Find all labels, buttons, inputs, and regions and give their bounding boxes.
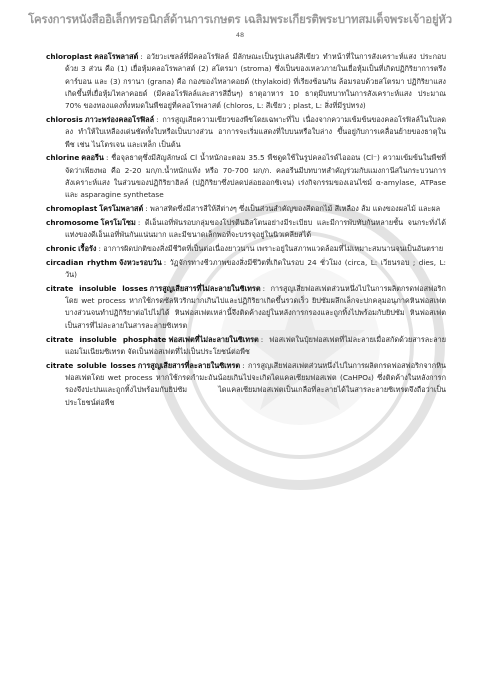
entry-thai-term: ภาวะพร่องคลอโรฟิลล์ xyxy=(84,114,155,124)
entry-thai-term: โครโมพลาสต์ xyxy=(99,204,144,214)
entry-term: chloroplast xyxy=(46,52,93,61)
page-number: 48 xyxy=(235,31,245,39)
entry-definition: : การสูญเสียความเขียวของพืชโดยเฉพาะที่ใบ เนื่องจากความเข้มข้นของคลอโรฟิลล์ในใบลดลง ทำให้ใบเหลืองเด่นชัดทั้งใบหรือเป็นบางส่วน อาการจะเริ่มแสดงที่ใบบนหรือใบล่าง ขึ้นอยู่กับการเคลื่อนย้ายของธาตุในพืช เช่น ไนโตรเจน และเหล็ก เป็นต้น xyxy=(65,114,446,149)
entry-chromoplast xyxy=(46,203,446,215)
entry-chronic xyxy=(46,243,446,255)
entry-thai-term: โครโมโซม xyxy=(100,217,136,227)
entry-definition: : ชื่อจุลธาตุซึ่งมีสัญลักษณ์ Cl น้ำหนักอะตอม 35.5 พืชดูดใช้ในรูปคลอไรด์ไอออน (Cl⁻) ความเข้มข้นในพืชที่จัดว่าเพียงพอ คือ 2-20 มก/ก.น้ำหนักแห้ง หรือ 70-700 มก/ก. คลอรีนมีบทบาทสำคัญร่วมกับแมงกานีสในกระบวนการสังเคราะห์แสง ในส่วนของปฏิกิริยาฮิลล์ (ปฏิกิริยาซึ่งปลดปล่อยออกซิเจน) เร่งกิจกรรมของเอนไซม์ α-amylase, ATPase และ asparagine synthetase xyxy=(65,153,446,200)
entry-definition: : ฟอสเฟตในปุ๋ยฟอสเฟตที่ไม่ละลายเมื่อสกัดด้วยสารละลายแอมโมเนียมซิเทรต จัดเป็นฟอสเฟตที่ไม่เป็นประโยชน์ต่อพืช xyxy=(65,334,446,356)
entry-citrate-soluble-losses xyxy=(46,360,446,409)
entry-term: citrate soluble losses xyxy=(46,360,136,370)
entry-chlorosis xyxy=(46,114,446,151)
entry-thai-term: เรื้อรัง xyxy=(78,243,97,253)
entry-term: chronic xyxy=(46,243,77,253)
page-header: โครงการหนังสืออิเล็กทรอนิกส์ด้านการเกษตร เฉลิมพระเกียรติพระบาทสมเด็จพระเจ้าอยู่หัว xyxy=(28,12,452,26)
entry-chloroplast xyxy=(46,51,446,112)
entry-thai-term: การสูญเสียสารที่ไม่ละลายในซิเทรต xyxy=(149,283,261,293)
entry-term: citrate insoluble losses xyxy=(46,283,148,293)
entry-term: chromosome xyxy=(46,217,99,227)
entry-chromosome xyxy=(46,217,446,242)
entry-definition: : การสูญเสียฟอสเฟตส่วนหนึ่งไปในการผลิตกรดฟอสฟอริกโดย wet process หากใช้กรดซัลฟิวริกมากเกินไปและปฏิกิริยาเกิดขึ้นรวดเร็ว ยิปซัมผลึกเล็กจะปกคลุมอนุภาคหินฟอสเฟตบางส่วนจนทำปฏิกิริยาต่อไปไม่ได้ หินฟอสเฟตเหล่านี้จึงติดค้างอยู่ในหลังการกรองและถูกทิ้งไปพร้อมกับยิปซัม หินฟอสเฟตเป็นสารที่ไม่ละลายในสารละลายซิเทรต xyxy=(65,283,446,330)
entry-thai-term: คลอโรพลาสต์ xyxy=(94,52,139,61)
entry-thai-term: คลอรีน xyxy=(81,153,104,163)
entry-term: citrate insoluble phosphate xyxy=(46,334,167,344)
entry-thai-term: จังหวะรอบวัน xyxy=(119,257,162,267)
entry-circadian-rhythm xyxy=(46,257,446,282)
dictionary-content xyxy=(46,51,446,410)
entry-definition: : ดีเอ็นเอที่พันรอบกลุ่มของโปรตีนฮิสโตนอย่างมีระเบียบ และมีการพับทับกันหลายชั้น จนกระทั่งได้แท่งของดีเอ็นเอที่พันกันแน่นมาก และมีขนาดเล็กพอที่จะบรรจุอยู่ในนิวเคลียสได้ xyxy=(65,217,446,240)
entry-definition: : อวัยวะเซลล์ที่มีคลอโรฟิลล์ มีลักษณะเป็นรูปเลนส์สีเขียว ทำหน้าที่ในการสังเคราะห์แสง ประกอบด้วย 3 ส่วน คือ (1) เยื่อหุ้มคลอโรพลาสต์ (2) สโตรมา (stroma) ซึ่งเป็นของเหลวภายในเยื่อหุ้มเป็นที่เกิดปฏิกิริยาการตรึงคาร์บอน และ (3) กรานา (grana) คือ กองของไทลาคอยด์ (thylakoid) ที่เรียงซ้อนกัน ล้อมรอบด้วยสโตรมา ปฏิกิริยาแสงเกิดขึ้นที่เยื่อหุ้มไทลาคอยด์ (มีคลอโรฟิลล์และสารสีอื่นๆ) ธาตุอาหาร 10 ธาตุมีบทบาทในการสังเคราะห์แสง ประมาณ 70% ของทองแดงทั้งหมดในพืชอยู่ที่คลอโรพลาสต์ (chloros, L: สีเขียว ; plast, L: สิ่งที่มีรูปทรง) xyxy=(65,52,446,111)
entry-chlorine xyxy=(46,152,446,201)
entry-term: chlorine xyxy=(46,153,80,163)
entry-definition: : วัฏจักรทางชีวภาพของสิ่งมีชีวิตที่เกิดในรอบ 24 ชั่วโมง (circa, L: เวียนรอบ ; dies, L: วัน) xyxy=(65,257,446,280)
entry-definition: : การสูญเสียฟอสเฟตส่วนหนึ่งไปในการผลิตกรดฟอสฟอริกจากหินฟอสเฟตโดย wet process หากใช้กรดกำมะถันน้อยเกินไปจะเกิดไดแคลเซียมฟอสเฟต (CaHPO₄) ซึ่งติดค้างในหลังการกรองจึงปะปนและถูกทิ้งไปพร้อมกับยิปซัม ไดแคลเซียมฟอสเฟตเป็นเกลือที่ละลายได้ในสารละลายซิเทรตจึงถือว่าเป็นประโยชน์ต่อพืช xyxy=(65,360,446,407)
entry-citrate-insoluble-phosphate xyxy=(46,334,446,359)
entry-definition: : อาการผิดปกติของสิ่งมีชีวิตที่เป็นต่อเนื่องยาวนาน เพราะอยู่ในสภาพแวดล้อมที่ไม่เหมาะสมนานจนเป็นอันตราย xyxy=(98,243,444,253)
entry-term: circadian rhythm xyxy=(46,257,117,267)
entry-thai-term: ฟอสเฟตที่ไม่ละลายในซิเทรต xyxy=(168,334,259,344)
entry-thai-term: การสูญเสียสารที่ละลายในซิเทรต xyxy=(137,360,241,370)
entry-definition: : พลาสทิดซึ่งมีสารสีให้สีต่างๆ ซึ่งเป็นส่วนสำคัญของสีดอกไม้ สีเหลือง ส้ม แดงของผลไม้ และผล xyxy=(145,204,441,214)
entry-term: chromoplast xyxy=(46,204,98,214)
entry-citrate-insoluble-losses xyxy=(46,283,446,332)
entry-term: chlorosis xyxy=(46,114,83,124)
